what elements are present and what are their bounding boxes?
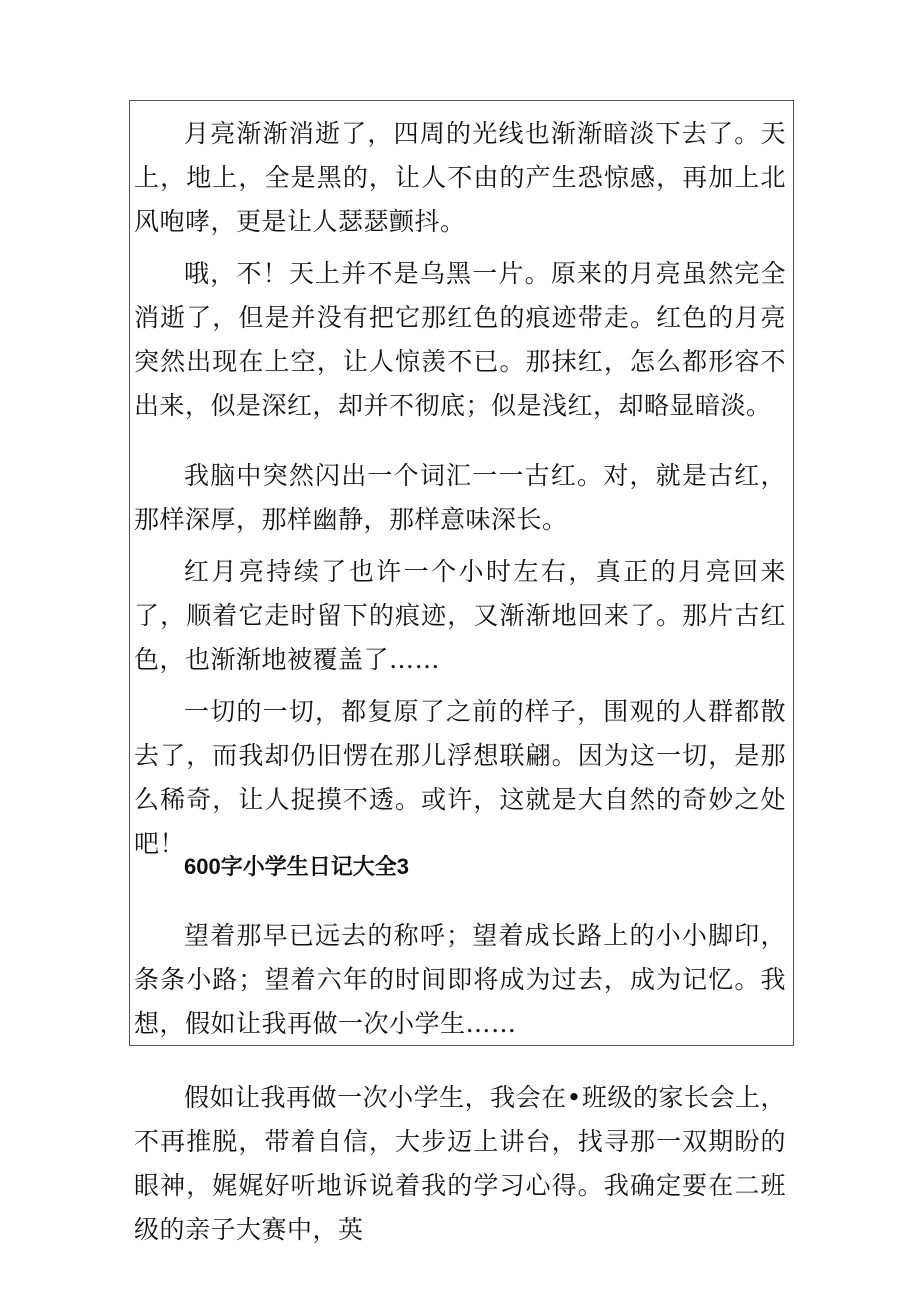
paragraph-moon-returns: 红月亮持续了也许一个小时左右，真正的月亮回来了，顺着它走时留下的痕迹，又渐渐地回来了。那片古红色，也渐渐地被覆盖了…… — [134, 557, 786, 674]
paragraph-moon-fading: 月亮渐渐消逝了，四周的光线也渐渐暗淡下去了。天上，地上，全是黑的，让人不由的产生恐惊感，再加上北风咆哮，更是让人瑟瑟颤抖。 — [134, 119, 786, 236]
paragraph-if-again: 假如让我再做一次小学生，我会在•班级的家长会上，不再推脱，带着自信，大步迈上讲台，找寻那一双期盼的眼神，娓娓好听地诉说着我的学习心得。我确定要在二班级的亲子大赛中，英 — [134, 1083, 786, 1244]
paragraph-red-moon: 哦，不！天上并不是乌黑一片。原来的月亮虽然完全消逝了，但是并没有把它那红色的痕迹带走。红色的月亮突然出现在上空，让人惊羡不已。那抹红，怎么都形容不出来，似是深红，却并不彻底；似是浅红，却略显暗淡。 — [134, 259, 786, 420]
paragraph-ancient-red: 我脑中突然闪出一个词汇一一古红。对，就是古红，那样深厚，那样幽静，那样意味深长。 — [134, 461, 786, 534]
paragraph-looking-back: 望着那早已远去的称呼；望着成长路上的小小脚印，条条小路；望着六年的时间即将成为过去，成为记忆。我想，假如让我再做一次小学生…… — [134, 921, 786, 1038]
section-heading: 600字小学生日记大全3 — [184, 854, 409, 879]
paragraph-everything-restored: 一切的一切，都复原了之前的样子，围观的人群都散去了，而我却仍旧愣在那儿浮想联翩。因为这一切，是那么稀奇，让人捉摸不透。或许，这就是大自然的奇妙之处吧！ — [134, 697, 786, 858]
